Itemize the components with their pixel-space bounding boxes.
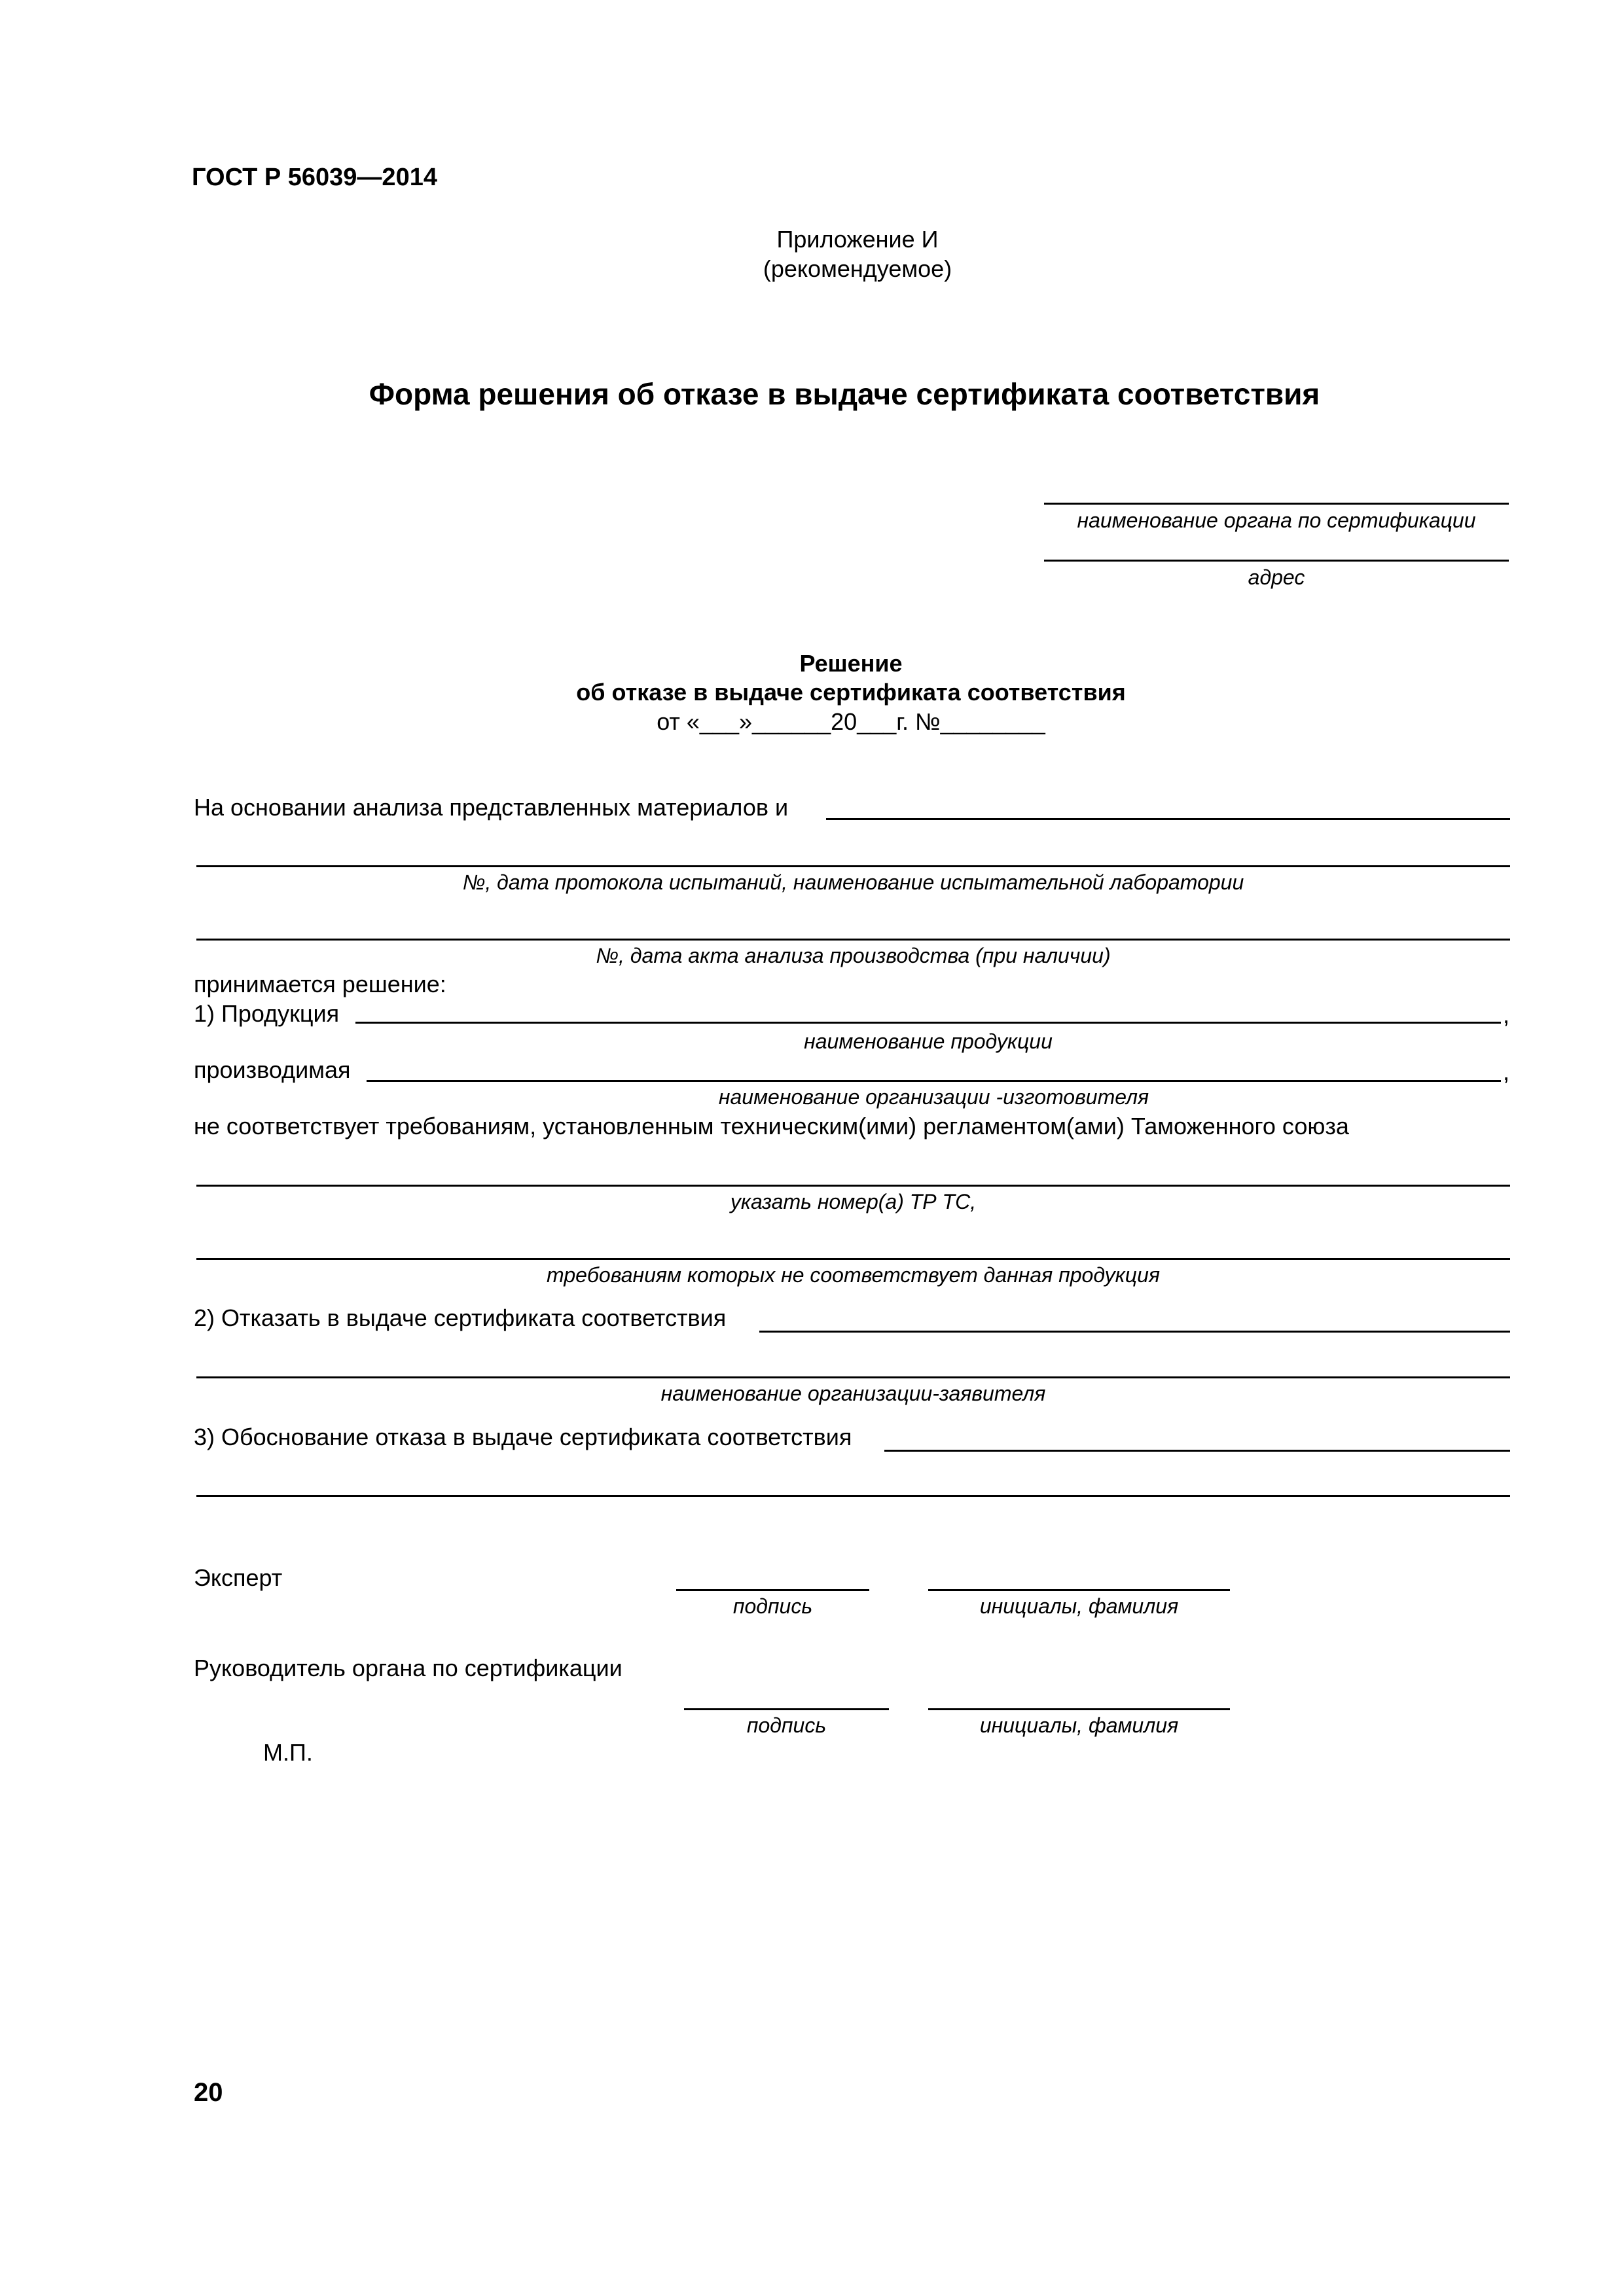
decision-title: Решение [799,650,903,677]
expert-signature-line[interactable] [676,1589,869,1591]
produced-label: производимая [194,1056,351,1083]
appendix-note: (рекомендуемое) [763,255,952,282]
applicant-line[interactable] [196,1376,1510,1378]
seal-mark: М.П. [263,1739,313,1766]
justification-line[interactable] [884,1450,1510,1452]
decision-date-number[interactable]: от «___»______20___г. №________ [657,708,1045,735]
manufacturer-caption: наименование организации -изготовителя [718,1085,1149,1109]
expert-name-caption: инициалы, фамилия [979,1594,1179,1618]
applicant-caption: наименование организации-заявителя [660,1382,1046,1405]
item2-label: 2) Отказать в выдаче сертификата соответствия [194,1304,727,1331]
head-signature-caption: подпись [746,1713,827,1737]
certification-body-caption: наименование органа по сертификации [1077,509,1476,532]
refusal-line[interactable] [759,1331,1510,1333]
tr-number-line[interactable] [196,1185,1510,1187]
manufacturer-line[interactable] [367,1080,1501,1082]
requirements-caption: требованиям которых не соответствует данная продукция [547,1263,1160,1287]
head-signature-line[interactable] [684,1708,889,1710]
expert-label: Эксперт [194,1564,283,1591]
nonconformity-text: не соответствует требованиям, установленным техническим(ими) регламентом(ами) Таможенного союза [194,1113,1349,1139]
appendix-title: Приложение И [776,226,939,253]
tr-number-caption: указать номер(а) ТР ТС, [730,1190,977,1213]
expert-name-line[interactable] [928,1589,1230,1591]
item1-label: 1) Продукция [194,1000,340,1027]
item3-label: 3) Обоснование отказа в выдаче сертификата соответствия [194,1424,852,1450]
address-caption: адрес [1248,565,1305,589]
head-name-caption: инициалы, фамилия [979,1713,1179,1737]
protocol-line[interactable] [196,865,1510,867]
production-act-caption: №, дата акта анализа производства (при наличии) [596,944,1111,967]
product-line[interactable] [355,1022,1501,1024]
expert-signature-caption: подпись [732,1594,813,1618]
form-title: Форма решения об отказе в выдаче сертификата соответствия [369,377,1320,411]
page-number: 20 [194,2078,223,2107]
head-name-line[interactable] [928,1708,1230,1710]
standard-designation: ГОСТ Р 56039—2014 [192,164,437,191]
decision-subtitle: об отказе в выдаче сертификата соответствия [576,679,1126,706]
address-line[interactable] [1044,560,1509,562]
basis-line[interactable] [826,818,1510,820]
certification-body-line[interactable] [1044,503,1509,505]
product-comma: , [1503,1001,1510,1028]
justification-line-2[interactable] [196,1495,1510,1497]
decision-taken-text: принимается решение: [194,971,446,997]
production-act-line[interactable] [196,939,1510,941]
protocol-caption: №, дата протокола испытаний, наименование испытательной лаборатории [462,870,1244,894]
requirements-line[interactable] [196,1258,1510,1260]
basis-text: На основании анализа представленных материалов и [194,794,789,821]
product-caption: наименование продукции [804,1030,1053,1053]
manufacturer-comma: , [1503,1058,1510,1085]
head-label: Руководитель органа по сертификации [194,1655,623,1681]
